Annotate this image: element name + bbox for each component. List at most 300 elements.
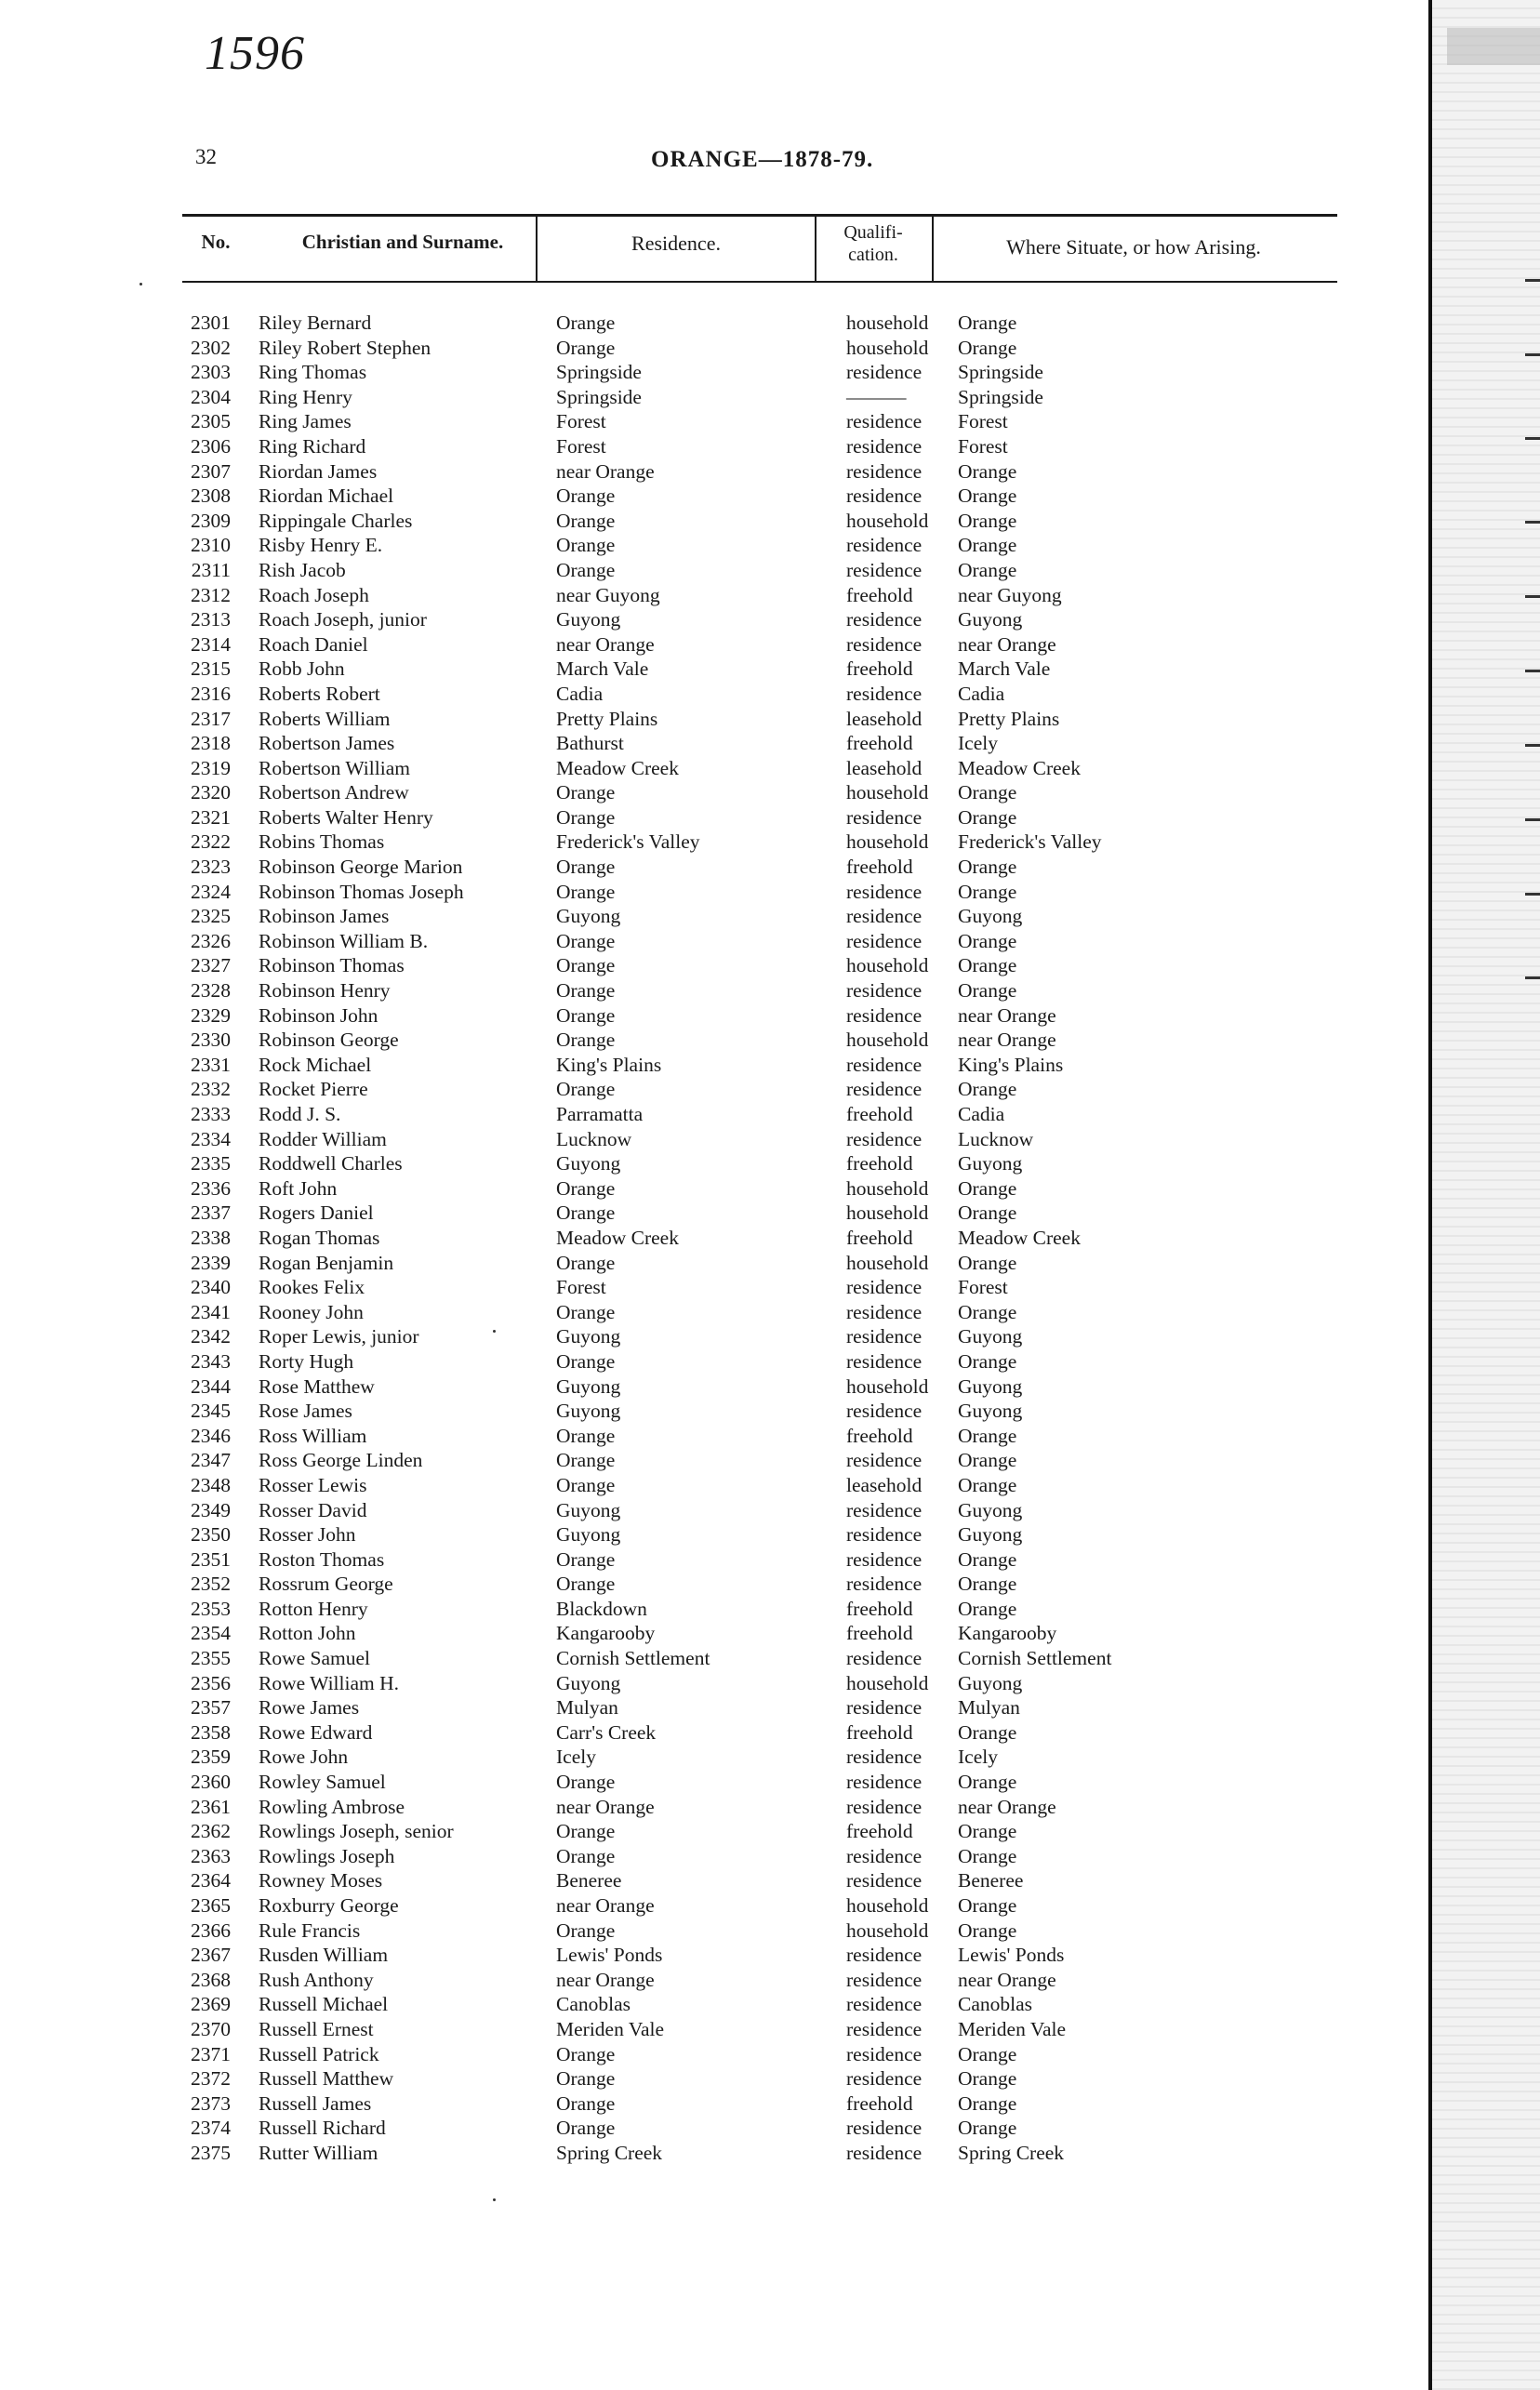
print-speck: [139, 283, 142, 285]
entry-where-situate: Guyong: [958, 1374, 1023, 1398]
entry-name: Riordan Michael: [259, 485, 394, 508]
table-row: [0, 1127, 1428, 1152]
table-row: [0, 1745, 1428, 1770]
entry-number: 2373: [191, 2091, 231, 2115]
entry-residence: Forest: [556, 434, 606, 458]
entry-number: 2342: [191, 1325, 231, 1348]
entry-qualification: residence: [846, 682, 923, 705]
entry-residence: near Orange: [556, 1795, 655, 1818]
entry-name: Rowe James: [259, 1696, 360, 1719]
scan-shadow: [1447, 28, 1540, 65]
entry-qualification: household: [846, 1251, 929, 1274]
entry-qualification: household: [846, 1671, 929, 1694]
entry-name: Rutter William: [259, 2141, 378, 2164]
entry-residence: Springside: [556, 385, 642, 408]
entry-residence: Orange: [556, 954, 616, 977]
entry-number: 2314: [191, 632, 231, 656]
entry-where-situate: Orange: [958, 1844, 1017, 1867]
entry-residence: Guyong: [556, 1325, 621, 1348]
entry-residence: Orange: [556, 336, 616, 359]
entry-name: Robinson George Marion: [259, 856, 463, 879]
entry-name: Rose Matthew: [259, 1374, 375, 1398]
entry-qualification: residence: [846, 1696, 923, 1719]
entry-residence: Orange: [556, 979, 616, 1002]
entry-name: Rosser David: [259, 1498, 367, 1521]
entry-where-situate: Orange: [958, 509, 1017, 532]
entry-where-situate: Orange: [958, 2042, 1017, 2065]
entry-number: 2317: [191, 707, 231, 730]
entry-where-situate: Cadia: [958, 1103, 1005, 1125]
entry-name: Roberts William: [259, 707, 391, 730]
entry-number: 2369: [191, 1993, 231, 2016]
entry-qualification: freehold: [846, 1152, 913, 1175]
entry-name: Rowe Edward: [259, 1720, 373, 1744]
entry-residence: Parramatta: [556, 1103, 644, 1125]
entry-name: Rowney Moses: [259, 1869, 383, 1892]
entry-where-situate: Orange: [958, 1894, 1017, 1917]
entry-where-situate: Orange: [958, 1078, 1017, 1101]
entry-qualification: freehold: [846, 1622, 913, 1645]
entry-residence: near Orange: [556, 1968, 655, 1991]
entry-qualification: household: [846, 336, 929, 359]
entry-qualification: residence: [846, 485, 923, 508]
entry-residence: Cadia: [556, 682, 604, 705]
table-row: [0, 1992, 1428, 2017]
table-row: [0, 780, 1428, 805]
entry-number: 2348: [191, 1473, 231, 1496]
entry-qualification: household: [846, 509, 929, 532]
entry-where-situate: Orange: [958, 1573, 1017, 1596]
table-row: [0, 1003, 1428, 1029]
entry-residence: Orange: [556, 1424, 616, 1447]
entry-where-situate: Guyong: [958, 608, 1023, 631]
scan-adjacent-page: [1432, 0, 1540, 2390]
entry-residence: Orange: [556, 1820, 616, 1843]
entry-qualification: residence: [846, 1746, 923, 1769]
entry-qualification: residence: [846, 1325, 923, 1348]
entry-residence: Guyong: [556, 1400, 621, 1423]
adjacent-page-mark: [1525, 279, 1540, 282]
entry-qualification: residence: [846, 558, 923, 581]
table-row: [0, 830, 1428, 855]
table-row: [0, 1201, 1428, 1226]
adjacent-page-mark: [1525, 437, 1540, 440]
entry-residence: Orange: [556, 485, 616, 508]
entry-qualification: residence: [846, 1276, 923, 1299]
entry-number: 2352: [191, 1573, 231, 1596]
table-row: [0, 1275, 1428, 1300]
entry-number: 2375: [191, 2141, 231, 2164]
entry-where-situate: Meadow Creek: [958, 1226, 1081, 1249]
entry-name: Rowe John: [259, 1746, 349, 1769]
table-row: [0, 1522, 1428, 1547]
entry-name: Rossrum George: [259, 1573, 393, 1596]
table-row: [0, 1646, 1428, 1671]
entry-qualification: household: [846, 1919, 929, 1942]
entry-residence: Orange: [556, 781, 616, 804]
entry-number: 2356: [191, 1671, 231, 1694]
adjacent-page-mark: [1525, 744, 1540, 747]
entry-where-situate: near Orange: [958, 1029, 1056, 1052]
entry-name: Russell Ernest: [259, 2017, 374, 2040]
table-row: [0, 1621, 1428, 1646]
entry-where-situate: Orange: [958, 558, 1017, 581]
entry-name: Ross George Linden: [259, 1449, 423, 1472]
entry-where-situate: Guyong: [958, 905, 1023, 928]
entry-where-situate: Guyong: [958, 1523, 1023, 1547]
adjacent-page-mark: [1525, 893, 1540, 896]
entry-residence: Springside: [556, 361, 642, 384]
entry-qualification: freehold: [846, 1226, 913, 1249]
table-row: [0, 682, 1428, 707]
entry-qualification: freehold: [846, 1720, 913, 1744]
entry-qualification: residence: [846, 410, 923, 433]
entry-qualification: household: [846, 1202, 929, 1225]
entry-where-situate: Orange: [958, 1771, 1017, 1794]
entry-residence: Orange: [556, 558, 616, 581]
entry-residence: Orange: [556, 1844, 616, 1867]
entry-residence: Orange: [556, 856, 616, 879]
table-row: [0, 1943, 1428, 1968]
entry-residence: Lucknow: [556, 1127, 632, 1150]
entry-residence: Orange: [556, 805, 616, 829]
entry-qualification: residence: [846, 608, 923, 631]
table-row: [0, 409, 1428, 434]
entry-number: 2365: [191, 1894, 231, 1917]
table-row: [0, 1300, 1428, 1325]
entry-where-situate: King's Plains: [958, 1053, 1064, 1076]
table-row: [0, 2042, 1428, 2067]
table-row: [0, 1919, 1428, 1944]
entry-where-situate: Cornish Settlement: [958, 1647, 1112, 1670]
table-row: [0, 1671, 1428, 1696]
entry-where-situate: Kangarooby: [958, 1622, 1057, 1645]
entry-name: Rule Francis: [259, 1919, 361, 1942]
entry-residence: Orange: [556, 312, 616, 334]
entry-residence: Orange: [556, 1300, 616, 1323]
table-row: [0, 1028, 1428, 1053]
table-row: [0, 311, 1428, 336]
adjacent-page-mark: [1525, 521, 1540, 524]
entry-residence: Orange: [556, 1349, 616, 1373]
entry-name: Robinson James: [259, 905, 390, 928]
entry-qualification: freehold: [846, 583, 913, 606]
entry-where-situate: Orange: [958, 954, 1017, 977]
entry-where-situate: Orange: [958, 1251, 1017, 1274]
entry-where-situate: near Guyong: [958, 583, 1062, 606]
entry-number: 2306: [191, 434, 231, 458]
entry-name: Robinson George: [259, 1029, 399, 1052]
entry-where-situate: Forest: [958, 434, 1008, 458]
entry-number: 2318: [191, 732, 231, 755]
table-row: [0, 1424, 1428, 1449]
entry-where-situate: Cadia: [958, 682, 1005, 705]
entry-number: 2335: [191, 1152, 231, 1175]
entry-where-situate: Canoblas: [958, 1993, 1033, 2016]
entry-number: 2331: [191, 1053, 231, 1076]
entry-qualification: residence: [846, 1523, 923, 1547]
entry-residence: Icely: [556, 1746, 596, 1769]
entry-name: Roberts Robert: [259, 682, 380, 705]
entry-residence: Frederick's Valley: [556, 830, 700, 854]
table-row: [0, 805, 1428, 830]
table-row: [0, 1795, 1428, 1820]
entry-where-situate: Orange: [958, 856, 1017, 879]
entry-name: Rotton Henry: [259, 1597, 368, 1620]
entry-qualification: residence: [846, 1944, 923, 1967]
entry-number: 2326: [191, 929, 231, 952]
entry-qualification: residence: [846, 880, 923, 903]
entry-residence: Cornish Settlement: [556, 1647, 710, 1670]
entry-number: 2308: [191, 485, 231, 508]
entry-qualification: residence: [846, 2067, 923, 2091]
table-row: [0, 1770, 1428, 1795]
table-row: [0, 1251, 1428, 1276]
entry-where-situate: Orange: [958, 880, 1017, 903]
entry-qualification: freehold: [846, 732, 913, 755]
entry-name: Rorty Hugh: [259, 1349, 354, 1373]
entry-residence: Meadow Creek: [556, 1226, 679, 1249]
entry-where-situate: Orange: [958, 1547, 1017, 1571]
entry-qualification: residence: [846, 1647, 923, 1670]
page-title: ORANGE—1878-79.: [651, 147, 874, 172]
table-row: [0, 756, 1428, 781]
entry-qualification: freehold: [846, 1424, 913, 1447]
entry-residence: Orange: [556, 1573, 616, 1596]
entry-where-situate: Lewis' Ponds: [958, 1944, 1065, 1967]
entry-number: 2327: [191, 954, 231, 977]
entry-residence: Meadow Creek: [556, 756, 679, 779]
entry-name: Robinson Thomas Joseph: [259, 880, 464, 903]
entry-name: Rooney John: [259, 1300, 364, 1323]
table-row: [0, 533, 1428, 558]
header-residence: Residence.: [631, 232, 721, 255]
entry-number: 2355: [191, 1647, 231, 1670]
entry-residence: Orange: [556, 1251, 616, 1274]
entry-residence: Blackdown: [556, 1597, 647, 1620]
table-row: [0, 1077, 1428, 1102]
entry-qualification: residence: [846, 1771, 923, 1794]
entry-qualification: residence: [846, 361, 923, 384]
entry-name: Roach Joseph: [259, 583, 369, 606]
table-row: [0, 1844, 1428, 1869]
entry-where-situate: Meriden Vale: [958, 2017, 1067, 2040]
entry-where-situate: Orange: [958, 2091, 1017, 2115]
entry-number: 2362: [191, 1820, 231, 1843]
table-row: [0, 360, 1428, 385]
entry-where-situate: Orange: [958, 534, 1017, 557]
table-row: [0, 434, 1428, 459]
entry-where-situate: Orange: [958, 1349, 1017, 1373]
entry-where-situate: Lucknow: [958, 1127, 1034, 1150]
entry-qualification: residence: [846, 1300, 923, 1323]
entry-name: Rodder William: [259, 1127, 387, 1150]
entry-qualification: household: [846, 830, 929, 854]
entry-qualification: freehold: [846, 856, 913, 879]
entry-qualification: household: [846, 1374, 929, 1398]
entry-where-situate: Guyong: [958, 1671, 1023, 1694]
entry-qualification: residence: [846, 1993, 923, 2016]
entry-qualification: residence: [846, 2017, 923, 2040]
table-row: [0, 855, 1428, 880]
entry-number: 2357: [191, 1696, 231, 1719]
entry-residence: near Orange: [556, 1894, 655, 1917]
entry-qualification: residence: [846, 1844, 923, 1867]
entry-name: Robb John: [259, 657, 345, 681]
entry-name: Roft John: [259, 1176, 338, 1200]
entry-name: Ring Thomas: [259, 361, 367, 384]
entry-qualification: residence: [846, 929, 923, 952]
table-row: [0, 1572, 1428, 1597]
table-row: [0, 1968, 1428, 1993]
entry-number: 2316: [191, 682, 231, 705]
entry-residence: Guyong: [556, 1523, 621, 1547]
entry-residence: King's Plains: [556, 1053, 662, 1076]
entry-where-situate: Orange: [958, 1820, 1017, 1843]
entry-name: Russell Richard: [259, 2117, 386, 2140]
entry-number: 2325: [191, 905, 231, 928]
entry-residence: Guyong: [556, 1374, 621, 1398]
entry-qualification: household: [846, 1894, 929, 1917]
entry-number: 2307: [191, 459, 231, 483]
table-row: [0, 1498, 1428, 1523]
table-row: [0, 632, 1428, 657]
entry-residence: Guyong: [556, 608, 621, 631]
entry-where-situate: Orange: [958, 1300, 1017, 1323]
adjacent-page-mark: [1525, 976, 1540, 979]
entry-name: Robinson Thomas: [259, 954, 405, 977]
entry-qualification: household: [846, 312, 929, 334]
entry-qualification: residence: [846, 1078, 923, 1101]
entry-where-situate: Spring Creek: [958, 2141, 1065, 2164]
header-name: Christian and Surname.: [301, 231, 504, 253]
entry-residence: Spring Creek: [556, 2141, 663, 2164]
entry-qualification: freehold: [846, 1820, 913, 1843]
table-row: [0, 731, 1428, 756]
entry-number: 2360: [191, 1771, 231, 1794]
entry-name: Rocket Pierre: [259, 1078, 368, 1101]
entry-qualification: household: [846, 781, 929, 804]
table-row: [0, 880, 1428, 905]
entry-number: 2333: [191, 1103, 231, 1125]
entry-residence: Orange: [556, 509, 616, 532]
entry-residence: Orange: [556, 2042, 616, 2065]
entry-name: Ring James: [259, 410, 352, 433]
entry-residence: Guyong: [556, 905, 621, 928]
page-number: 32: [195, 145, 217, 168]
entry-qualification: residence: [846, 1400, 923, 1423]
entry-number: 2364: [191, 1869, 231, 1892]
entry-qualification: freehold: [846, 657, 913, 681]
header-qualification: Qualifi- cation.: [843, 222, 903, 265]
entry-name: Rowlings Joseph, senior: [259, 1820, 454, 1843]
entry-number: 2358: [191, 1720, 231, 1744]
table-row: [0, 484, 1428, 509]
entry-where-situate: Orange: [958, 459, 1017, 483]
table-row: [0, 1597, 1428, 1622]
entry-qualification: residence: [846, 1968, 923, 1991]
entry-qualification: residence: [846, 805, 923, 829]
entry-number: 2339: [191, 1251, 231, 1274]
electoral-roll-table: [0, 311, 1428, 2166]
entry-qualification: freehold: [846, 1597, 913, 1620]
entry-name: Rowlings Joseph: [259, 1844, 395, 1867]
entry-number: 2370: [191, 2017, 231, 2040]
entry-number: 2334: [191, 1127, 231, 1150]
entry-number: 2367: [191, 1944, 231, 1967]
entry-qualification: household: [846, 1176, 929, 1200]
entry-name: Rowling Ambrose: [259, 1795, 405, 1818]
table-row: [0, 2116, 1428, 2141]
entry-name: Rock Michael: [259, 1053, 372, 1076]
table-row: [0, 707, 1428, 732]
entry-residence: Orange: [556, 1771, 616, 1794]
entry-number: 2332: [191, 1078, 231, 1101]
entry-number: 2322: [191, 830, 231, 854]
entry-number: 2350: [191, 1523, 231, 1547]
entry-residence: Orange: [556, 1202, 616, 1225]
entry-number: 2320: [191, 781, 231, 804]
entry-where-situate: Orange: [958, 1424, 1017, 1447]
entry-residence: March Vale: [556, 657, 649, 681]
entry-where-situate: near Orange: [958, 1795, 1056, 1818]
entry-qualification: residence: [846, 1547, 923, 1571]
table-row: [0, 1349, 1428, 1374]
entry-name: Rookes Felix: [259, 1276, 365, 1299]
entry-name: Rowley Samuel: [259, 1771, 386, 1794]
entry-residence: Orange: [556, 1078, 616, 1101]
entry-qualification: residence: [846, 534, 923, 557]
entry-number: 2349: [191, 1498, 231, 1521]
entry-name: Roxburry George: [259, 1894, 399, 1917]
entry-residence: Orange: [556, 880, 616, 903]
table-row: [0, 1053, 1428, 1078]
table-row: [0, 459, 1428, 485]
entry-residence: Guyong: [556, 1498, 621, 1521]
entry-qualification: freehold: [846, 1103, 913, 1125]
entry-number: 2301: [191, 312, 231, 334]
entry-name: Rosser Lewis: [259, 1473, 367, 1496]
entry-where-situate: Orange: [958, 2067, 1017, 2091]
table-row: [0, 558, 1428, 583]
entry-residence: Guyong: [556, 1671, 621, 1694]
entry-qualification: residence: [846, 1795, 923, 1818]
entry-number: 2345: [191, 1400, 231, 1423]
entry-where-situate: Orange: [958, 2117, 1017, 2140]
entry-number: 2347: [191, 1449, 231, 1472]
entry-name: Rish Jacob: [259, 558, 346, 581]
table-row: [0, 953, 1428, 978]
entry-where-situate: Guyong: [958, 1325, 1023, 1348]
entry-name: Rush Anthony: [259, 1968, 374, 1991]
entry-number: 2340: [191, 1276, 231, 1299]
entry-number: 2366: [191, 1919, 231, 1942]
entry-number: 2341: [191, 1300, 231, 1323]
entry-name: Roddwell Charles: [259, 1152, 403, 1175]
entry-residence: Orange: [556, 929, 616, 952]
entry-number: 2346: [191, 1424, 231, 1447]
entry-name: Russell Patrick: [259, 2042, 379, 2065]
table-row: [0, 904, 1428, 929]
entry-name: Russell Michael: [259, 1993, 389, 2016]
entry-where-situate: near Orange: [958, 1968, 1056, 1991]
entry-qualification: residence: [846, 979, 923, 1002]
entry-name: Rogan Benjamin: [259, 1251, 394, 1274]
entry-where-situate: Beneree: [958, 1869, 1024, 1892]
entry-number: 2323: [191, 856, 231, 879]
entry-qualification: residence: [846, 632, 923, 656]
entry-number: 2359: [191, 1746, 231, 1769]
